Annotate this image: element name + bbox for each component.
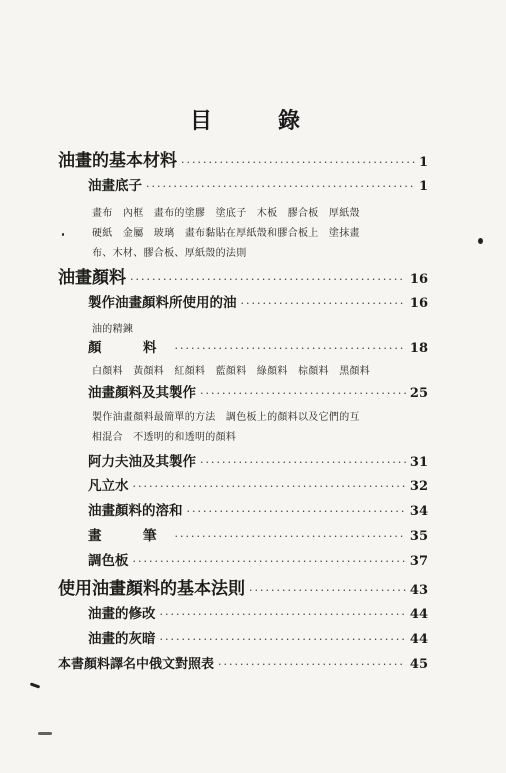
dot-leader (241, 297, 406, 310)
toc-entry-page: 1 (418, 179, 428, 194)
toc-entry-basic-rules[interactable] (58, 574, 428, 599)
dot-leader (249, 584, 406, 597)
scan-speck (30, 682, 40, 688)
toc-entry-label: 油畫底子 (88, 178, 142, 194)
toc-entry-page: 1 (418, 155, 428, 170)
toc-entry-alif-oil[interactable] (88, 450, 428, 470)
dot-leader (175, 342, 406, 355)
toc-entry-palette[interactable] (88, 549, 428, 569)
dot-leader (187, 505, 406, 518)
dot-leader (200, 387, 406, 400)
dot-leader (160, 633, 406, 646)
toc-entry-paint-making[interactable] (88, 381, 428, 401)
toc-entry-label: 凡立水 (88, 478, 129, 494)
dot-leader (218, 658, 406, 671)
toc-entry-page: 44 (409, 607, 428, 622)
toc-subtopics: 油的精鍊 (92, 324, 134, 335)
scan-speck (478, 238, 483, 244)
toc-entry-page: 32 (409, 479, 428, 494)
dot-leader (133, 480, 406, 493)
toc-entry-label: 調色板 (88, 553, 129, 569)
toc-entry-label: 油畫的修改 (88, 606, 156, 622)
toc-entry-page: 45 (409, 657, 428, 672)
title-char-2: 錄 (278, 108, 303, 134)
toc-entry-label: 顏 料 (88, 340, 171, 356)
dot-leader (133, 555, 406, 568)
toc-entry-label: 製作油畫顏料所使用的油 (88, 295, 237, 311)
toc-entry-page: 18 (409, 341, 428, 356)
toc-entry-page: 35 (409, 529, 428, 544)
toc-subtopics: 製作油畫顏料最簡單的方法 調色板上的顏料以及它們的互 (92, 412, 360, 423)
toc-subtopics: 畫布 內框 畫布的塗膠 塗底子 木板 膠合板 厚紙殼 (92, 208, 360, 219)
toc-entry-label: 油畫顏料及其製作 (88, 385, 196, 401)
toc-entry-oils-used[interactable] (88, 291, 428, 311)
toc-entry-label: 油畫顏料 (58, 268, 126, 288)
toc-entry-label: 阿力夫油及其製作 (88, 454, 196, 470)
toc-entry-label: 畫 筆 (88, 528, 171, 544)
toc-entry-label: 油畫的基本材料 (58, 151, 177, 171)
toc-subtopics: 相混合 不透明的和透明的顏料 (92, 432, 237, 443)
toc-entry-dulling[interactable] (88, 627, 428, 647)
toc-entry-painting-ground[interactable] (88, 174, 428, 194)
toc-entry-pigments[interactable] (88, 336, 428, 356)
toc-entry-basic-materials[interactable] (58, 146, 428, 171)
toc-entry-page: 31 (409, 455, 428, 470)
toc-entry-brushes[interactable] (88, 524, 428, 544)
toc-subtopics: 布、木材、膠合板、厚紙殼的法則 (92, 248, 247, 259)
toc-entry-paint-dissolving[interactable] (88, 499, 428, 519)
toc-entry-page: 34 (409, 504, 428, 519)
scan-speck (38, 732, 52, 735)
toc-entry-revision[interactable] (88, 602, 428, 622)
toc-entry-page: 16 (409, 296, 428, 311)
dot-leader (175, 530, 406, 543)
toc-entry-page: 16 (409, 272, 428, 287)
toc-entry-label: 本書顏料譯名中俄文對照表 (58, 657, 215, 672)
toc-entry-page: 25 (409, 386, 428, 401)
toc-subtopics: 硬紙 金屬 玻璃 畫布黏貼在厚紙殼和膠合板上 塗抹畫 (92, 228, 360, 239)
scan-speck (62, 233, 64, 236)
toc-entry-label: 油畫顏料的溶和 (88, 503, 183, 519)
dot-leader (130, 273, 406, 286)
toc-entry-oil-paints[interactable] (58, 263, 428, 288)
dot-leader (181, 156, 415, 169)
dot-leader (146, 180, 415, 193)
toc-entry-label: 油畫的灰暗 (88, 631, 156, 647)
toc-subtopics: 白顏料 黃顏料 紅顏料 藍顏料 綠顏料 棕顏料 黑顏料 (92, 366, 371, 377)
toc-entry-label: 使用油畫顏料的基本法則 (58, 579, 245, 599)
toc-entry-page: 37 (409, 554, 428, 569)
dot-leader (160, 608, 406, 621)
toc-entry-varnish[interactable] (88, 474, 428, 494)
title-char-1: 目 (190, 108, 215, 134)
dot-leader (200, 456, 406, 469)
toc-entry-glossary[interactable] (58, 653, 428, 672)
toc-entry-page: 44 (409, 632, 428, 647)
toc-entry-page: 43 (409, 583, 428, 598)
